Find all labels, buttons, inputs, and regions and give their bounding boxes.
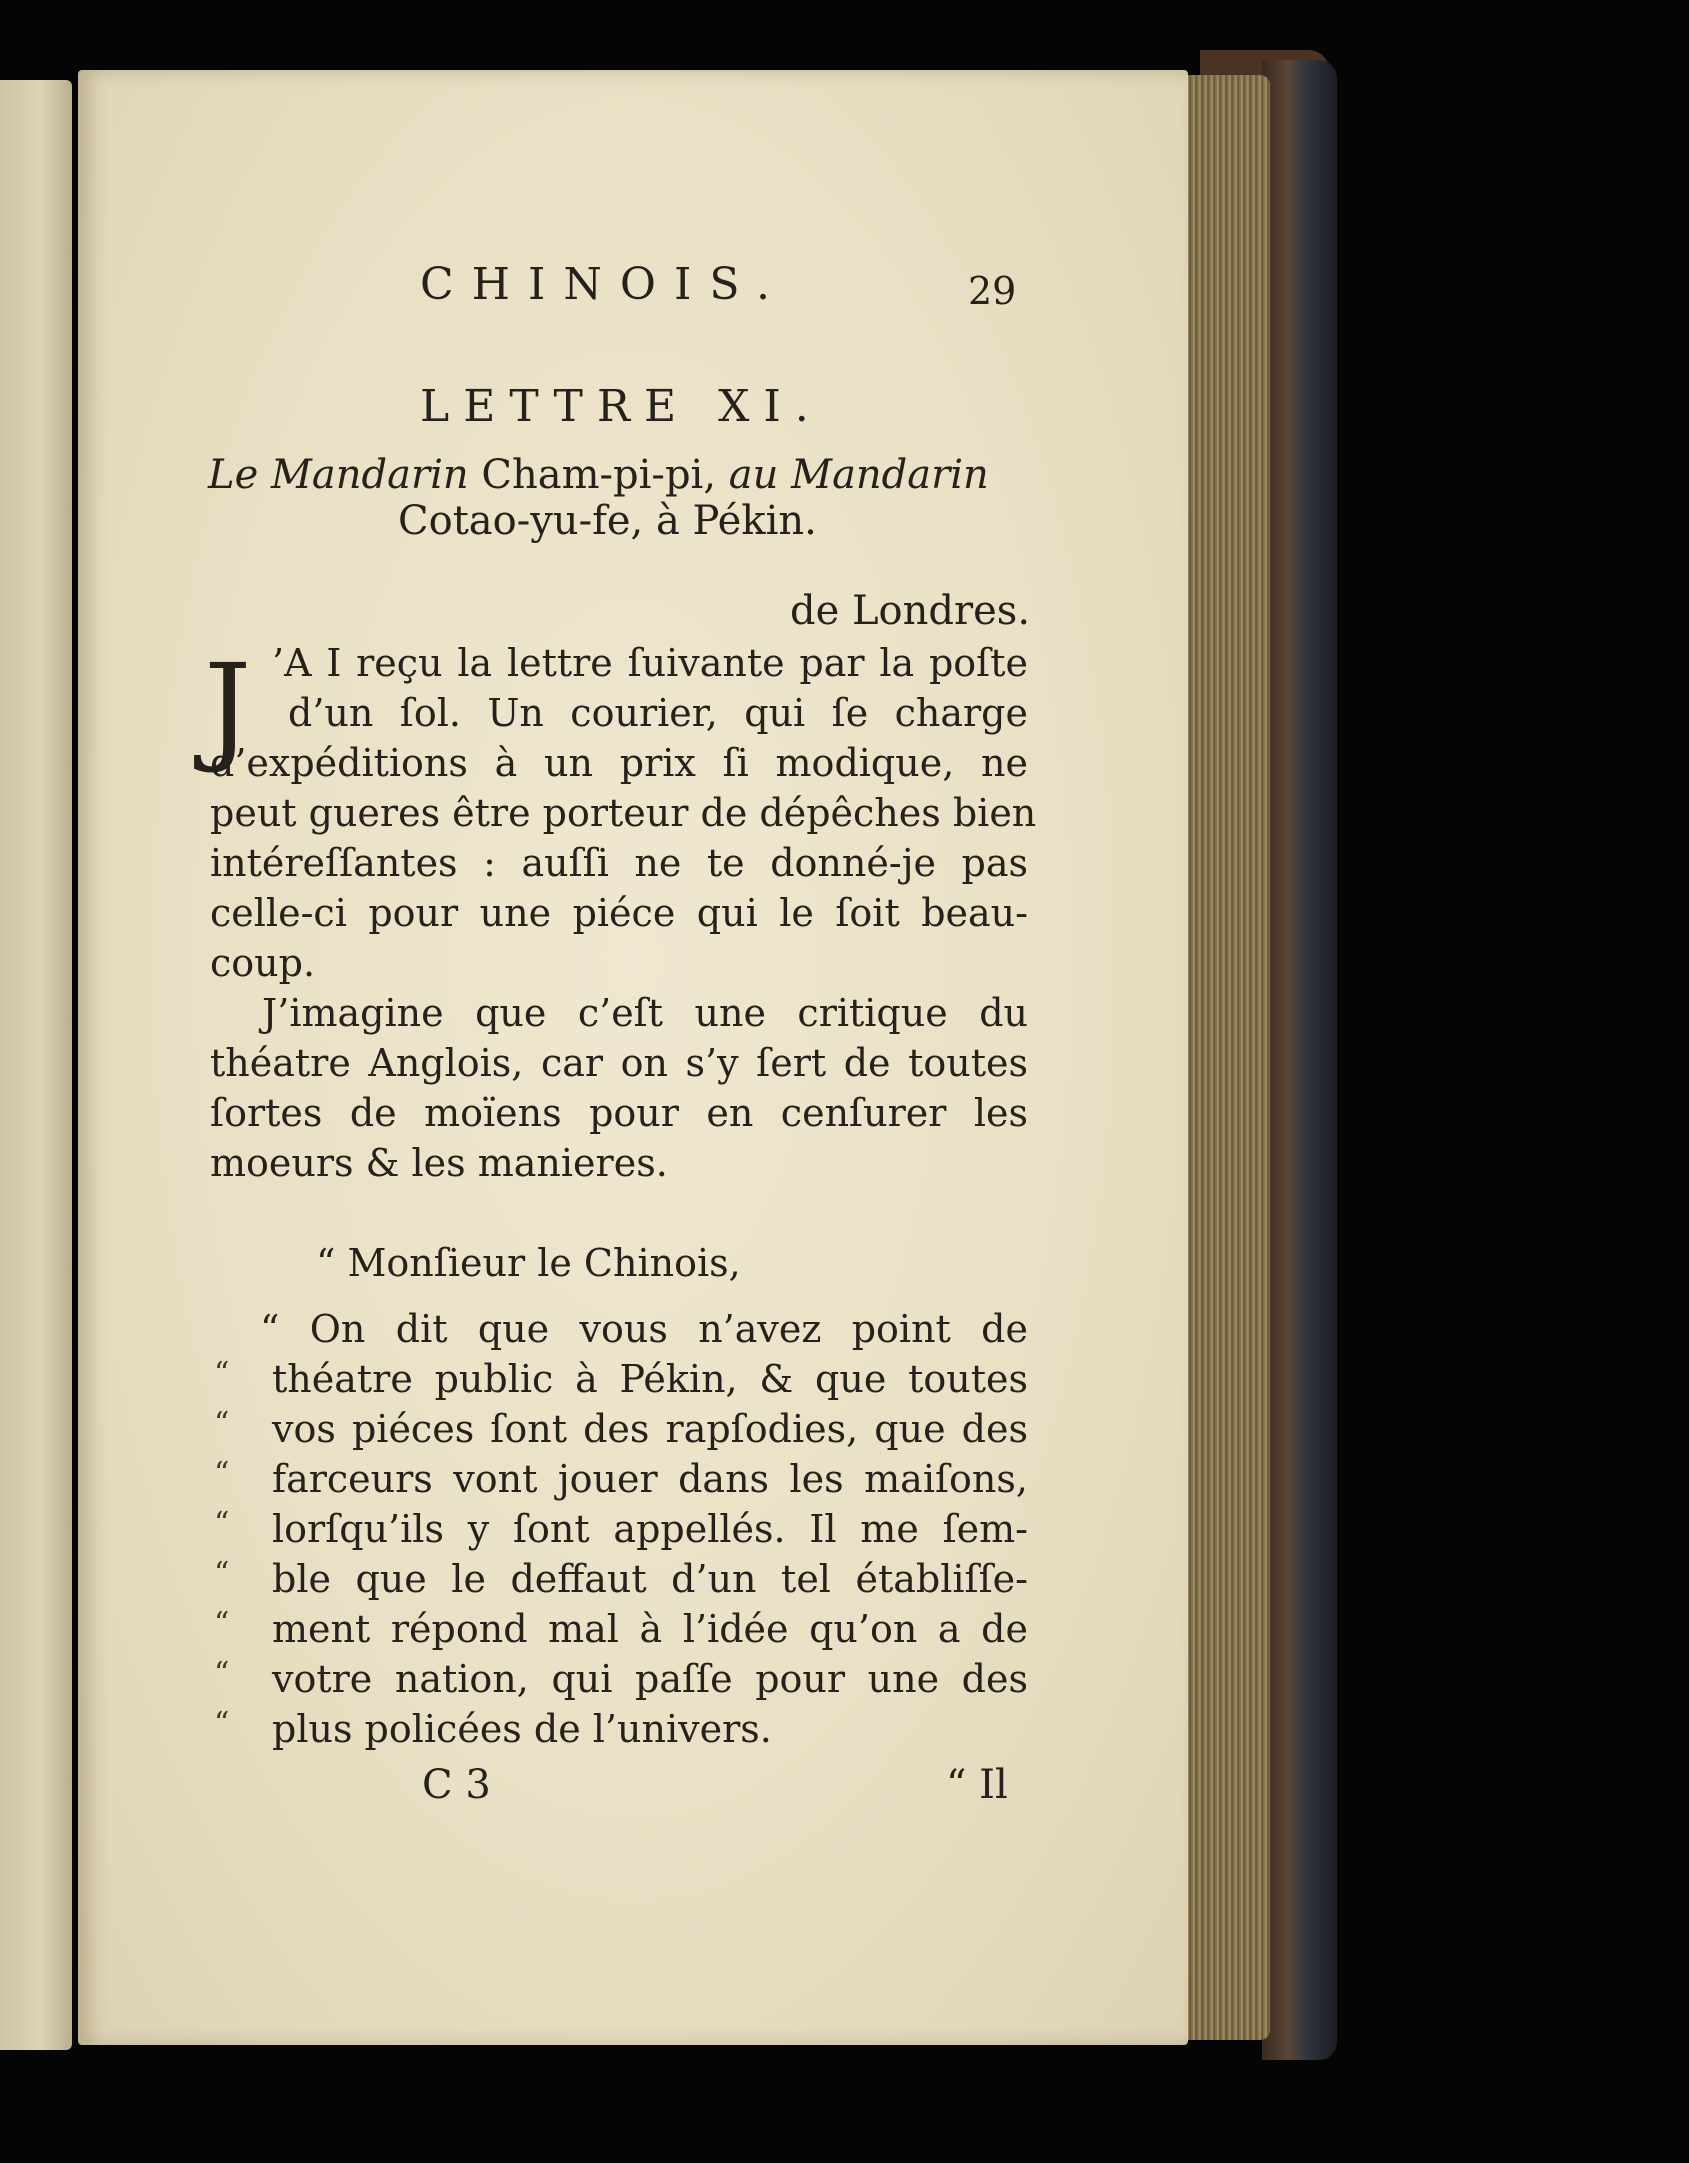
quote-mark: “ [214,1506,230,1541]
text-line: lorſqu’ils y ſont appellés. Il me ſem- [272,1507,1028,1551]
running-title: CHINOIS. [420,259,788,310]
text-line: intéreſſantes : auſſi ne te donné-je pas [210,841,1028,885]
facing-page-edge [0,80,72,2050]
quote-mark: “ [214,1356,230,1391]
text-line: ment répond mal à l’idée qu’on a de [272,1607,1028,1651]
address-le: Le [208,452,259,498]
address-mandarin-2: Mandarin [791,452,989,498]
address-mandarin: Mandarin [270,452,469,498]
text-line: théatre Anglois, car on s’y ſert de toutes [210,1041,1028,1085]
text-line: moeurs & les manieres. [210,1141,668,1185]
text-line: J’imagine que c’eſt une critique du [262,991,1028,1035]
catchword: “ Il [946,1762,1008,1808]
page-block-edges [1180,75,1270,2040]
book-binding [1262,60,1337,2060]
address-line-1 [208,452,989,498]
quote-mark: “ [214,1706,230,1741]
text-line: celle-ci pour une piéce qui le ſoit beau- [210,891,1028,935]
quote-mark: “ [214,1606,230,1641]
letter-title: LETTRE XI. [420,381,823,432]
quote-mark: “ [214,1656,230,1691]
text-line: vos piéces ſont des rapſodies, que des [272,1407,1028,1451]
text-line: théatre public à Pékin, & que toutes [272,1357,1028,1401]
text-line: “ On dit que vous n’avez point de [260,1307,1028,1351]
address-au: au [728,452,779,498]
signature-mark: C 3 [422,1762,491,1808]
text-line: ſortes de moïens pour en cenſurer les [210,1091,1028,1135]
text-line: coup. [210,941,316,985]
address-line-2: Cotao-yu-fe, à Pékin. [398,498,817,544]
text-line: plus policées de l’univers. [272,1707,772,1751]
text-line: ’A I reçu la lettre ſuivante par la poſte [272,641,1028,685]
quote-mark: “ [214,1556,230,1591]
address-sender: Cham-pi-pi, [481,452,717,498]
text-line: ble que le deffaut d’un tel établiſſe- [272,1557,1028,1601]
text-line: d’expéditions à un prix ſi modique, ne [210,741,1028,785]
text-line: farceurs vont jouer dans les maiſons, [272,1457,1028,1501]
page-number: 29 [968,269,1017,313]
drop-cap: J [204,638,252,776]
text-line: votre nation, qui paſſe pour une des [272,1657,1028,1701]
text-line: d’un ſol. Un courier, qui ſe charge [288,691,1028,735]
quote-mark: “ [214,1456,230,1491]
salutation: “ Monſieur le Chinois, [316,1241,741,1285]
quote-mark: “ [214,1406,230,1441]
letter-place: de Londres. [790,588,1031,634]
text-line: peut gueres être porteur de dépêches bien [210,791,1037,835]
